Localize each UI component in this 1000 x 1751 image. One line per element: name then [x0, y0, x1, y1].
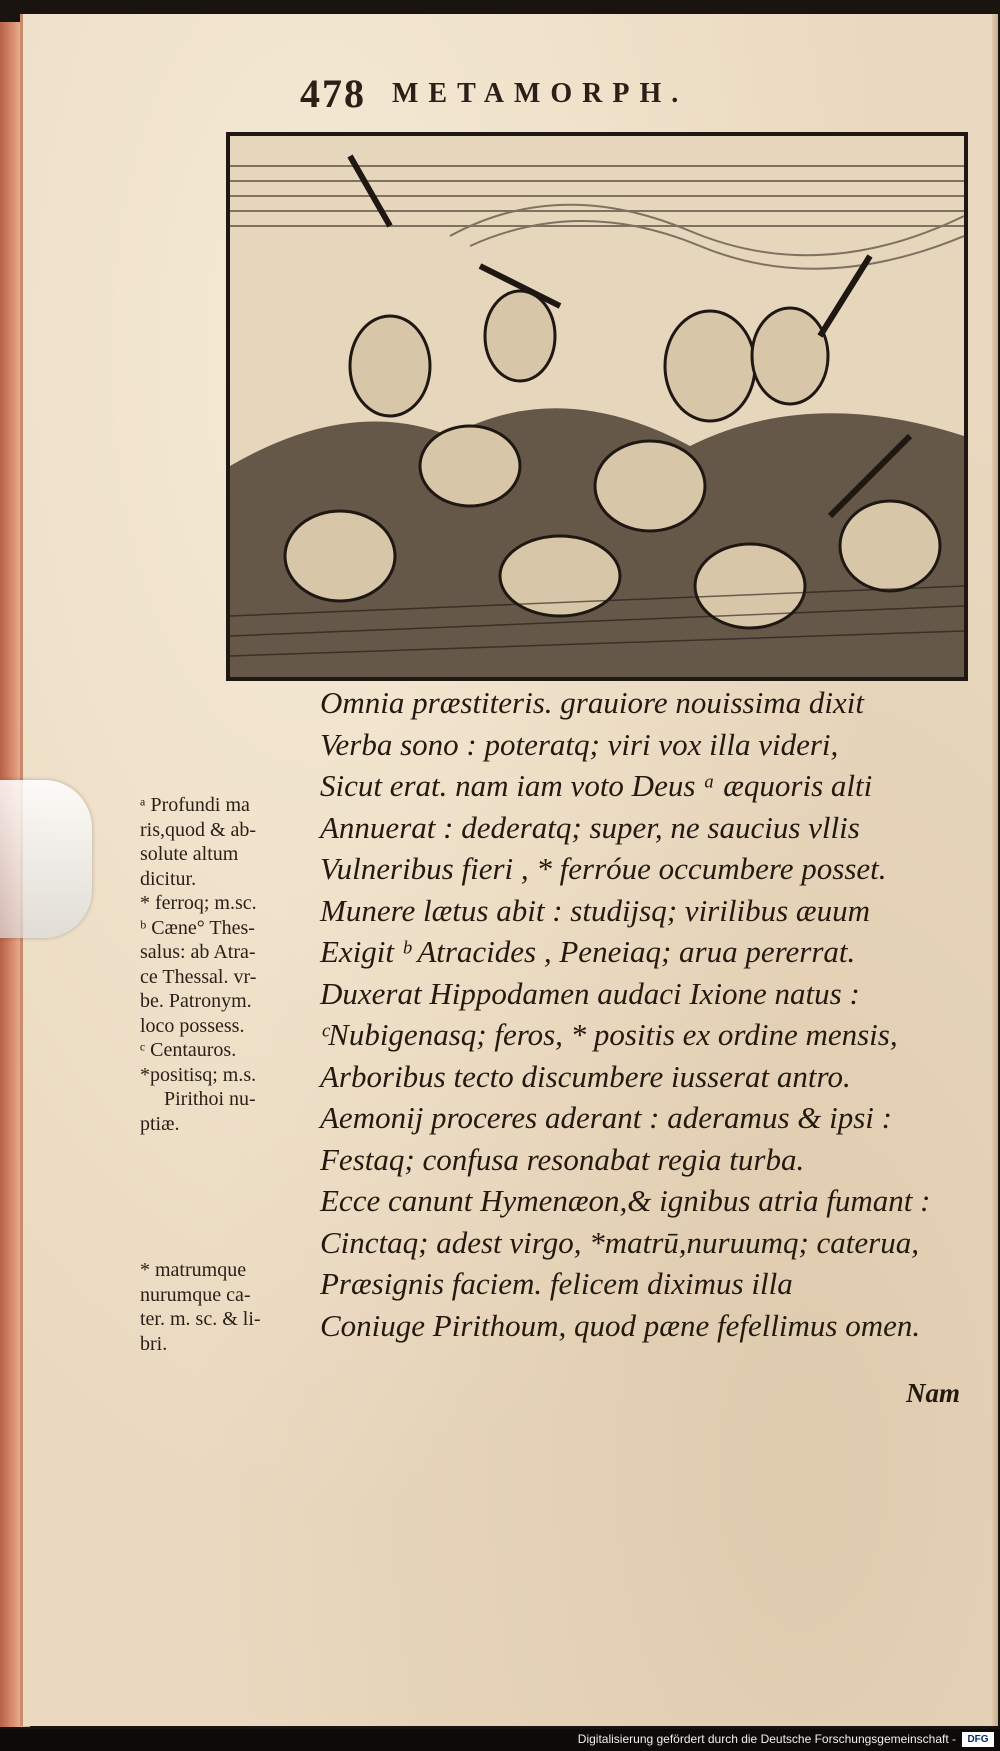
verse-line: Omnia præstiteris. grauiore nouissima dixit: [320, 685, 864, 720]
woodcut-image: [230, 136, 964, 677]
catchword: Nam: [906, 1378, 960, 1408]
footer-credit: Digitalisierung gefördert durch die Deutsche Forschungsgemeinschaft -: [577, 1732, 956, 1746]
gloss-line: ter. m. sc. & li-: [140, 1308, 261, 1330]
verse-line: ᶜNubigenasq; feros, * positis ex ordine mensis,: [320, 1017, 898, 1052]
gloss-line: solute altum: [140, 843, 239, 865]
digitization-footer: [0, 1729, 1000, 1751]
verse-line: Aemonij proceres aderant : aderamus & ipsi :: [320, 1100, 892, 1135]
verse-line: Cinctaq; adest virgo, *matrū,nuruumq; caterua,: [320, 1224, 919, 1260]
gloss-line: ᵃ Profundi ma: [140, 794, 250, 816]
gloss-line: * matrumque: [140, 1259, 247, 1281]
fore-edge: [992, 14, 998, 1726]
page-tab-marker: [0, 780, 92, 938]
running-title: METAMORPH.: [392, 77, 689, 109]
gloss-line: salus: ab Atra-: [140, 941, 256, 963]
verse-line: Verba sono : poteratq; viri vox illa videri,: [320, 726, 839, 762]
gloss-line: ᶜ Centauros.: [140, 1039, 237, 1061]
verse-line: Præsignis faciem. felicem diximus illa: [320, 1266, 793, 1301]
gloss-line: *positisq; m.s.: [140, 1063, 257, 1086]
verse-line: Ecce canunt Hymenæon,& ignibus atria fumant :: [320, 1183, 931, 1218]
gloss-line: ce Thessal. vr-: [140, 965, 257, 988]
gloss-line: loco possess.: [140, 1014, 245, 1037]
page-number: 478: [300, 71, 366, 116]
dfg-logo: DFG: [962, 1732, 994, 1747]
gloss-line: bri.: [140, 1332, 168, 1355]
verse-line: Arboribus tecto discumbere iusserat antro.: [320, 1058, 851, 1094]
gloss-line: * ferroq; m.sc.: [140, 892, 257, 914]
gloss-line: ptiæ.: [140, 1112, 180, 1135]
verse-line: Duxerat Hippodamen audaci Ixione natus :: [320, 975, 860, 1011]
verse-line: Munere lætus abit : studijsq; virilibus æuum: [320, 892, 870, 928]
verse-line: Vulneribus fieri , * ferróue occumbere posset.: [320, 851, 887, 886]
running-header: [300, 70, 688, 117]
verse-line: Coniuge Pirithoum, quod pæne fefellimus omen.: [320, 1307, 921, 1343]
gloss-line: ris,quod & ab-: [140, 818, 257, 841]
gloss-line: ᵇ Cæne° Thes-: [140, 916, 255, 939]
verse-text: [320, 682, 980, 1346]
gloss-line: be. Patronym.: [140, 990, 252, 1012]
verse-line: Festaq; confusa resonabat regia turba.: [320, 1141, 805, 1177]
woodcut-illustration: [226, 132, 968, 681]
verse-line: Exigit ᵇ Atracides , Peneiaq; arua pererrat.: [320, 934, 856, 969]
gloss-line: nurumque ca-: [140, 1283, 251, 1306]
gloss-line: dicitur.: [140, 867, 197, 890]
gloss-line: Pirithoi nu-: [164, 1088, 256, 1110]
marginal-gloss-lower: [140, 1258, 320, 1356]
verse-line: Annuerat : dederatq; super, ne saucius vllis: [320, 809, 860, 845]
verse-line: Sicut erat. nam iam voto Deus ᵃ æquoris alti: [320, 768, 873, 803]
marginal-gloss-upper: [140, 793, 320, 1136]
